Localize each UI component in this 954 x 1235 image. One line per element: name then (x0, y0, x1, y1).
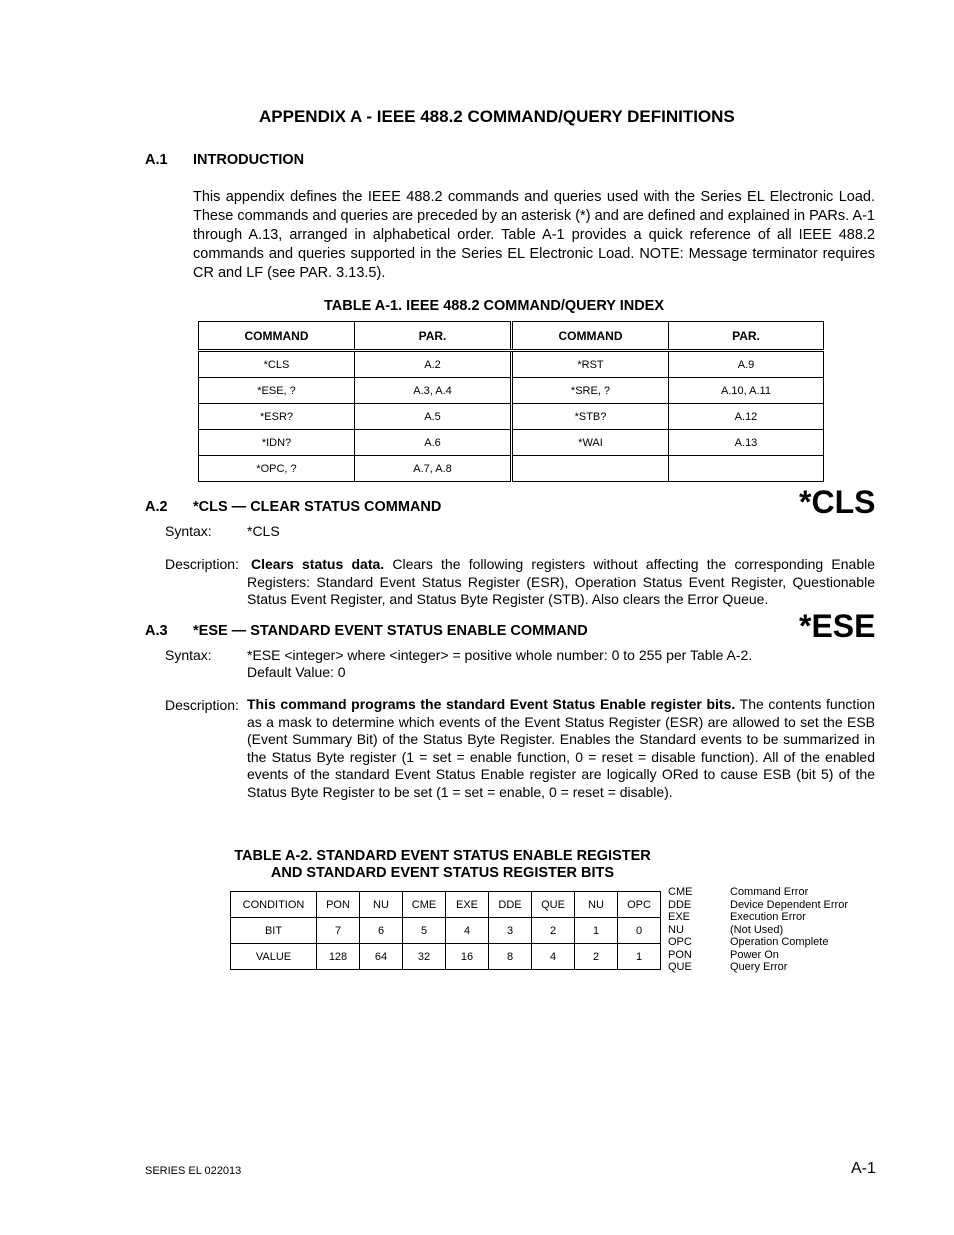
page-title: APPENDIX A - IEEE 488.2 COMMAND/QUERY DEFINITIONS (259, 107, 735, 126)
table-cell: BIT (231, 918, 317, 944)
table-cell: QUE (532, 892, 575, 918)
cls-description (247, 556, 875, 609)
description-text: Clears the following registers without affecting the corresponding Enable Registers: Standard Event Status Register (ESR), Operation Status Event Register, Questionable Status Event Register, and Status Byte Register (STB). Also clears the Error Queue. (247, 556, 875, 607)
table-cell: *CLS (199, 351, 355, 378)
table-row (199, 456, 824, 482)
section-number: A.2 (145, 499, 168, 515)
table-row (199, 404, 824, 430)
table-row (231, 944, 661, 970)
table-header-cell: COMMAND (512, 322, 669, 351)
table-cell: A.12 (669, 404, 824, 430)
intro-paragraph: This appendix defines the IEEE 488.2 commands and queries used with the Series EL Electronic Load. These commands and queries are preceded by an asterisk (*) and are defined and explained in PARs. A-1 through A.13, arranged in alphabetical order. Table A-1 provides a quick reference of all IEEE 488.2 commands and queries supported in the Series EL Electronic Load. NOTE: Message terminator requires CR and LF (see PAR. 3.13.5). (193, 189, 875, 281)
table-cell: NU (360, 892, 403, 918)
legend-abbrev: CME (668, 886, 693, 898)
table-cell: 8 (489, 944, 532, 970)
legend-meaning: Query Error (730, 961, 788, 973)
table-cell: 6 (360, 918, 403, 944)
table-cell: 5 (403, 918, 446, 944)
section-title: INTRODUCTION (193, 152, 305, 168)
table-header-cell: PAR. (669, 322, 824, 351)
section-a2-heading (145, 499, 441, 515)
section-a3-heading (145, 623, 588, 639)
caption-line: TABLE A-2. STANDARD EVENT STATUS ENABLE REGISTER (234, 848, 651, 864)
legend-abbrev: OPC (668, 936, 692, 948)
legend-item (668, 949, 848, 962)
section-title: *CLS — CLEAR STATUS COMMAND (193, 499, 442, 515)
table-cell: A.3, A.4 (355, 378, 512, 404)
table-cell: 2 (575, 944, 618, 970)
table-cell: A.10, A.11 (669, 378, 824, 404)
ese-command-banner: *ESE (799, 608, 876, 644)
table-cell: PON (317, 892, 360, 918)
table-cell: 1 (618, 944, 661, 970)
description-label: Description: (165, 556, 239, 572)
description-lead: This command programs the standard Event Status Enable register bits. (247, 696, 736, 712)
syntax-value: *ESE <integer> where <integer> = positive whole number: 0 to 255 per Table A-2. (247, 647, 753, 663)
legend-abbrev: PON (668, 948, 692, 961)
table-row (231, 918, 661, 944)
section-number: A.3 (145, 623, 168, 639)
legend-abbrev: EXE (668, 911, 691, 923)
table-cell: *SRE, ? (512, 378, 669, 404)
table-row (199, 351, 824, 378)
table-cell: CONDITION (231, 892, 317, 918)
ese-description (247, 696, 875, 801)
table-cell: A.13 (669, 430, 824, 456)
table-row (199, 378, 824, 404)
abbreviation-legend (668, 886, 848, 974)
table-cell (512, 456, 669, 482)
table-a1-caption: TABLE A-1. IEEE 488.2 COMMAND/QUERY INDEX (324, 298, 665, 314)
table-cell: *IDN? (199, 430, 355, 456)
legend-meaning: Execution Error (730, 911, 806, 923)
description-text: The contents function as a mask to determine which events of the Event Status Register (ESR) are allowed to set the ESB (Event Summary Bit) of the Status Byte Register. Enables the Standard events to be summarized in the Status Byte register (1 = set = enable function, 0 = reset = disable function). All of the enabled events of the standard Event Status Enable register are logically ORed to cause ESB (bit 5) of the Status Byte Register to be set (1 = set = enable, 0 = reset = disable). (247, 696, 875, 800)
table-cell: NU (575, 892, 618, 918)
table-cell: A.2 (355, 351, 512, 378)
table-row (231, 892, 661, 918)
table-cell: *RST (512, 351, 669, 378)
table-cell: 128 (317, 944, 360, 970)
section-number: A.1 (145, 152, 168, 168)
legend-meaning: Power On (730, 948, 779, 961)
table-cell: OPC (618, 892, 661, 918)
legend-abbrev: QUE (668, 961, 692, 973)
table-row (199, 430, 824, 456)
table-cell: EXE (446, 892, 489, 918)
table-cell: VALUE (231, 944, 317, 970)
section-a1-heading (145, 152, 304, 168)
table-cell: 7 (317, 918, 360, 944)
syntax-value: *CLS (247, 523, 280, 539)
syntax-label: Syntax: (165, 523, 212, 539)
table-cell: *ESE, ? (199, 378, 355, 404)
table-header-cell: PAR. (355, 322, 512, 351)
legend-abbrev: NU (668, 923, 684, 936)
legend-item (668, 924, 848, 937)
legend-meaning: Operation Complete (730, 936, 829, 948)
table-cell: A.5 (355, 404, 512, 430)
table-cell (669, 456, 824, 482)
table-cell: 16 (446, 944, 489, 970)
status-register-table (230, 891, 661, 970)
table-cell: 1 (575, 918, 618, 944)
description-label: Description: (165, 697, 239, 713)
caption-line: AND STANDARD EVENT STATUS REGISTER BITS (270, 865, 615, 881)
table-a2-caption (215, 848, 670, 881)
legend-item (668, 911, 848, 924)
table-cell: 2 (532, 918, 575, 944)
legend-meaning: Command Error (730, 886, 809, 898)
table-cell: 3 (489, 918, 532, 944)
table-cell: *OPC, ? (199, 456, 355, 482)
syntax-label: Syntax: (165, 647, 212, 663)
table-cell: 4 (446, 918, 489, 944)
table-cell: *STB? (512, 404, 669, 430)
description-lead: Clears status data. (251, 556, 385, 572)
cls-command-banner: *CLS (799, 484, 876, 520)
table-cell: *WAI (512, 430, 669, 456)
legend-item (668, 899, 848, 912)
legend-abbrev: DDE (668, 898, 692, 911)
table-cell: 32 (403, 944, 446, 970)
legend-item (668, 886, 848, 899)
table-header-cell: COMMAND (199, 322, 355, 351)
table-cell: A.6 (355, 430, 512, 456)
command-index-table (198, 321, 824, 482)
table-cell: DDE (489, 892, 532, 918)
table-cell: 64 (360, 944, 403, 970)
legend-meaning: Device Dependent Error (730, 898, 849, 911)
table-cell: *ESR? (199, 404, 355, 430)
table-cell: A.9 (669, 351, 824, 378)
footer-document-id: SERIES EL 022013 (145, 1165, 242, 1177)
table-cell: A.7, A.8 (355, 456, 512, 482)
legend-meaning: (Not Used) (730, 923, 784, 936)
table-header-row (199, 322, 824, 351)
section-title: *ESE — STANDARD EVENT STATUS ENABLE COMMAND (193, 623, 588, 639)
default-value: Default Value: 0 (247, 664, 346, 680)
table-cell: 4 (532, 944, 575, 970)
legend-item (668, 961, 848, 974)
legend-item (668, 936, 848, 949)
table-cell: CME (403, 892, 446, 918)
page-number: A-1 (851, 1160, 876, 1177)
table-cell: 0 (618, 918, 661, 944)
